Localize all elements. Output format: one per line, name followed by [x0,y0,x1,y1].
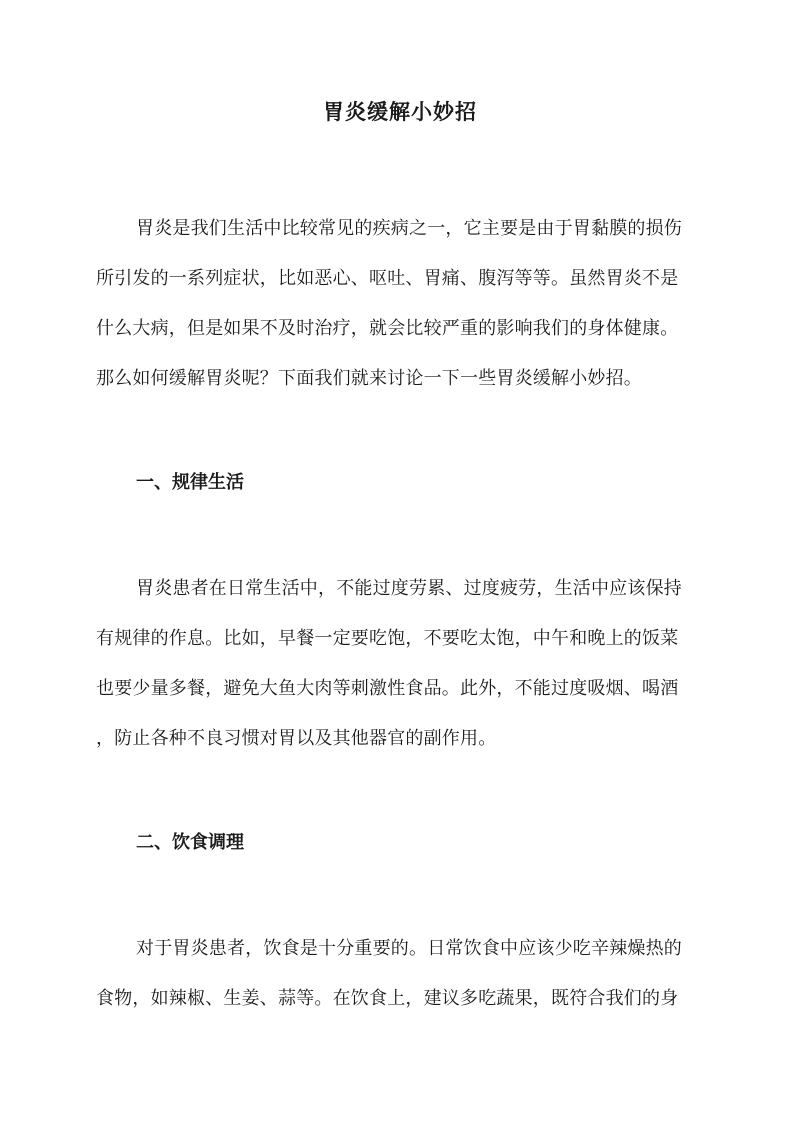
section1-line-1: 胃炎患者在日常生活中，不能过度劳累、过度疲劳，生活中应该保持 [136,578,682,599]
intro-line-1: 胃炎是我们生活中比较常见的疾病之一，它主要是由于胃黏膜的损伤 [136,218,682,239]
intro-line-3: 什么大病，但是如果不及时治疗，就会比较严重的影响我们的身体健康。 [96,318,679,339]
section2-line-2: 食物，如辣椒、生姜、蒜等。在饮食上，建议多吃蔬果，既符合我们的身 [96,988,679,1009]
section-heading-2: 二、饮食调理 [136,832,244,853]
intro-line-2: 所引发的一系列症状，比如恶心、呕吐、胃痛、腹泻等等。虽然胃炎不是 [96,268,679,289]
section1-line-2: 有规律的作息。比如，早餐一定要吃饱，不要吃太饱，中午和晚上的饭菜 [96,628,679,649]
section1-line-4: ，防止各种不良习惯对胃以及其他器官的副作用。 [96,728,497,749]
intro-line-4: 那么如何缓解胃炎呢？下面我们就来讨论一下一些胃炎缓解小妙招。 [96,368,642,389]
section-heading-1: 一、规律生活 [136,472,244,493]
section2-line-1: 对于胃炎患者，饮食是十分重要的。日常饮食中应该少吃辛辣燥热的 [136,938,682,959]
section1-line-3: 也要少量多餐，避免大鱼大肉等刺激性食品。此外，不能过度吸烟、喝酒 [96,678,679,699]
page-title: 胃炎缓解小妙招 [323,99,477,124]
